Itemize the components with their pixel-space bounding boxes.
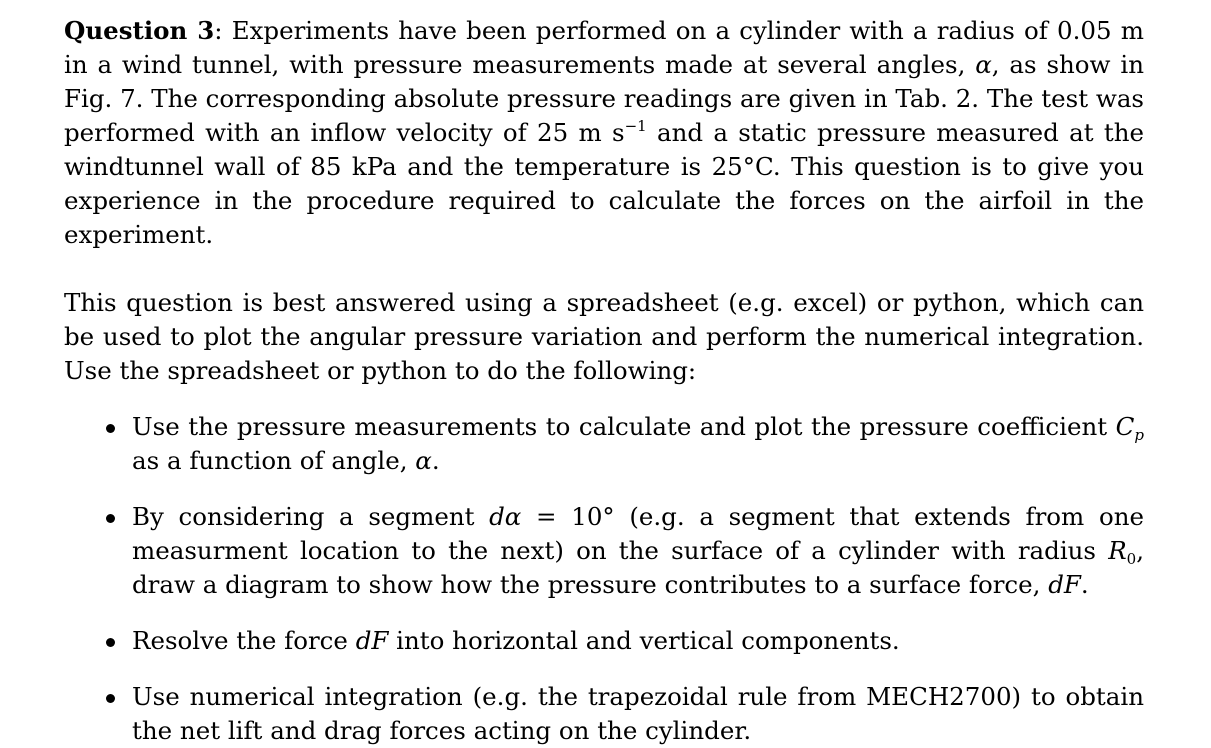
radius-subscript: 0 xyxy=(1126,550,1137,568)
cp-subscript: p xyxy=(1134,426,1144,444)
question-document xyxy=(64,14,1144,748)
task-segment-text-3: , draw a diagram to show how the pressure contributes to a surface force, xyxy=(132,536,1144,599)
task-cp-text-2: as a function of angle, xyxy=(132,446,416,475)
instructions-paragraph: This question is best answered using a spreadsheet (e.g. excel) or python, which can be used to plot the angular pressure variation and perform the numerical integration. Use the spreadsheet or python to do the following: xyxy=(64,288,1144,385)
task-resolve-text-2: into horizontal and vertical components. xyxy=(388,626,900,655)
task-cp-text-3: . xyxy=(431,446,440,475)
task-item-segment xyxy=(64,500,1144,602)
bullet-icon xyxy=(106,514,115,523)
intro-paragraph xyxy=(64,14,1144,252)
radius-symbol: R xyxy=(1108,536,1127,565)
question-label: Question 3 xyxy=(64,16,215,45)
cp-symbol: C xyxy=(1115,412,1135,441)
bullet-icon xyxy=(106,424,115,433)
task-item-resolve xyxy=(64,624,1144,658)
dalpha-symbol: dα xyxy=(489,502,522,531)
df-symbol: dF xyxy=(355,626,389,655)
task-segment-text-4: . xyxy=(1080,570,1089,599)
alpha-symbol: α xyxy=(975,50,992,79)
task-cp-text-1: Use the pressure measurements to calculate and plot the pressure coefficient xyxy=(132,412,1116,441)
task-list xyxy=(64,410,1144,748)
task-integration-text: Use numerical integration (e.g. the trapezoidal rule from MECH2700) to obtain the net lift and drag forces acting on the cylinder. xyxy=(132,682,1144,745)
velocity-exponent: −1 xyxy=(624,117,647,135)
task-resolve-text-1: Resolve the force xyxy=(132,626,356,655)
alpha-symbol: α xyxy=(415,446,432,475)
intro-text-3: and a static pressure measured at the windtunnel wall of 85 kPa and the temperature is 25°C. This question is to give you experience in the procedure required to calculate the forces on the airfoil in the experiment. xyxy=(64,118,1144,249)
bullet-icon xyxy=(106,694,115,703)
df-symbol: dF xyxy=(1048,570,1081,599)
task-item-integration xyxy=(64,680,1144,748)
task-segment-text-1: By considering a segment xyxy=(132,502,490,531)
task-item-cp xyxy=(64,410,1144,478)
intro-text-1: : Experiments have been performed on a cylinder with a radius of 0.05 m in a wind tunnel, with pressure measurements made at several angles, xyxy=(64,16,1144,79)
bullet-icon xyxy=(106,638,115,647)
intro-text-2: , as show in Fig. 7. The corresponding absolute pressure readings are given in Tab. 2. The test was performed with an inflow velocity of 25 m s xyxy=(64,50,1144,147)
task-segment-text-2: = 10° (e.g. a segment that extends from one measurment location to the next) on the surface of a cylinder with radius xyxy=(132,502,1144,565)
